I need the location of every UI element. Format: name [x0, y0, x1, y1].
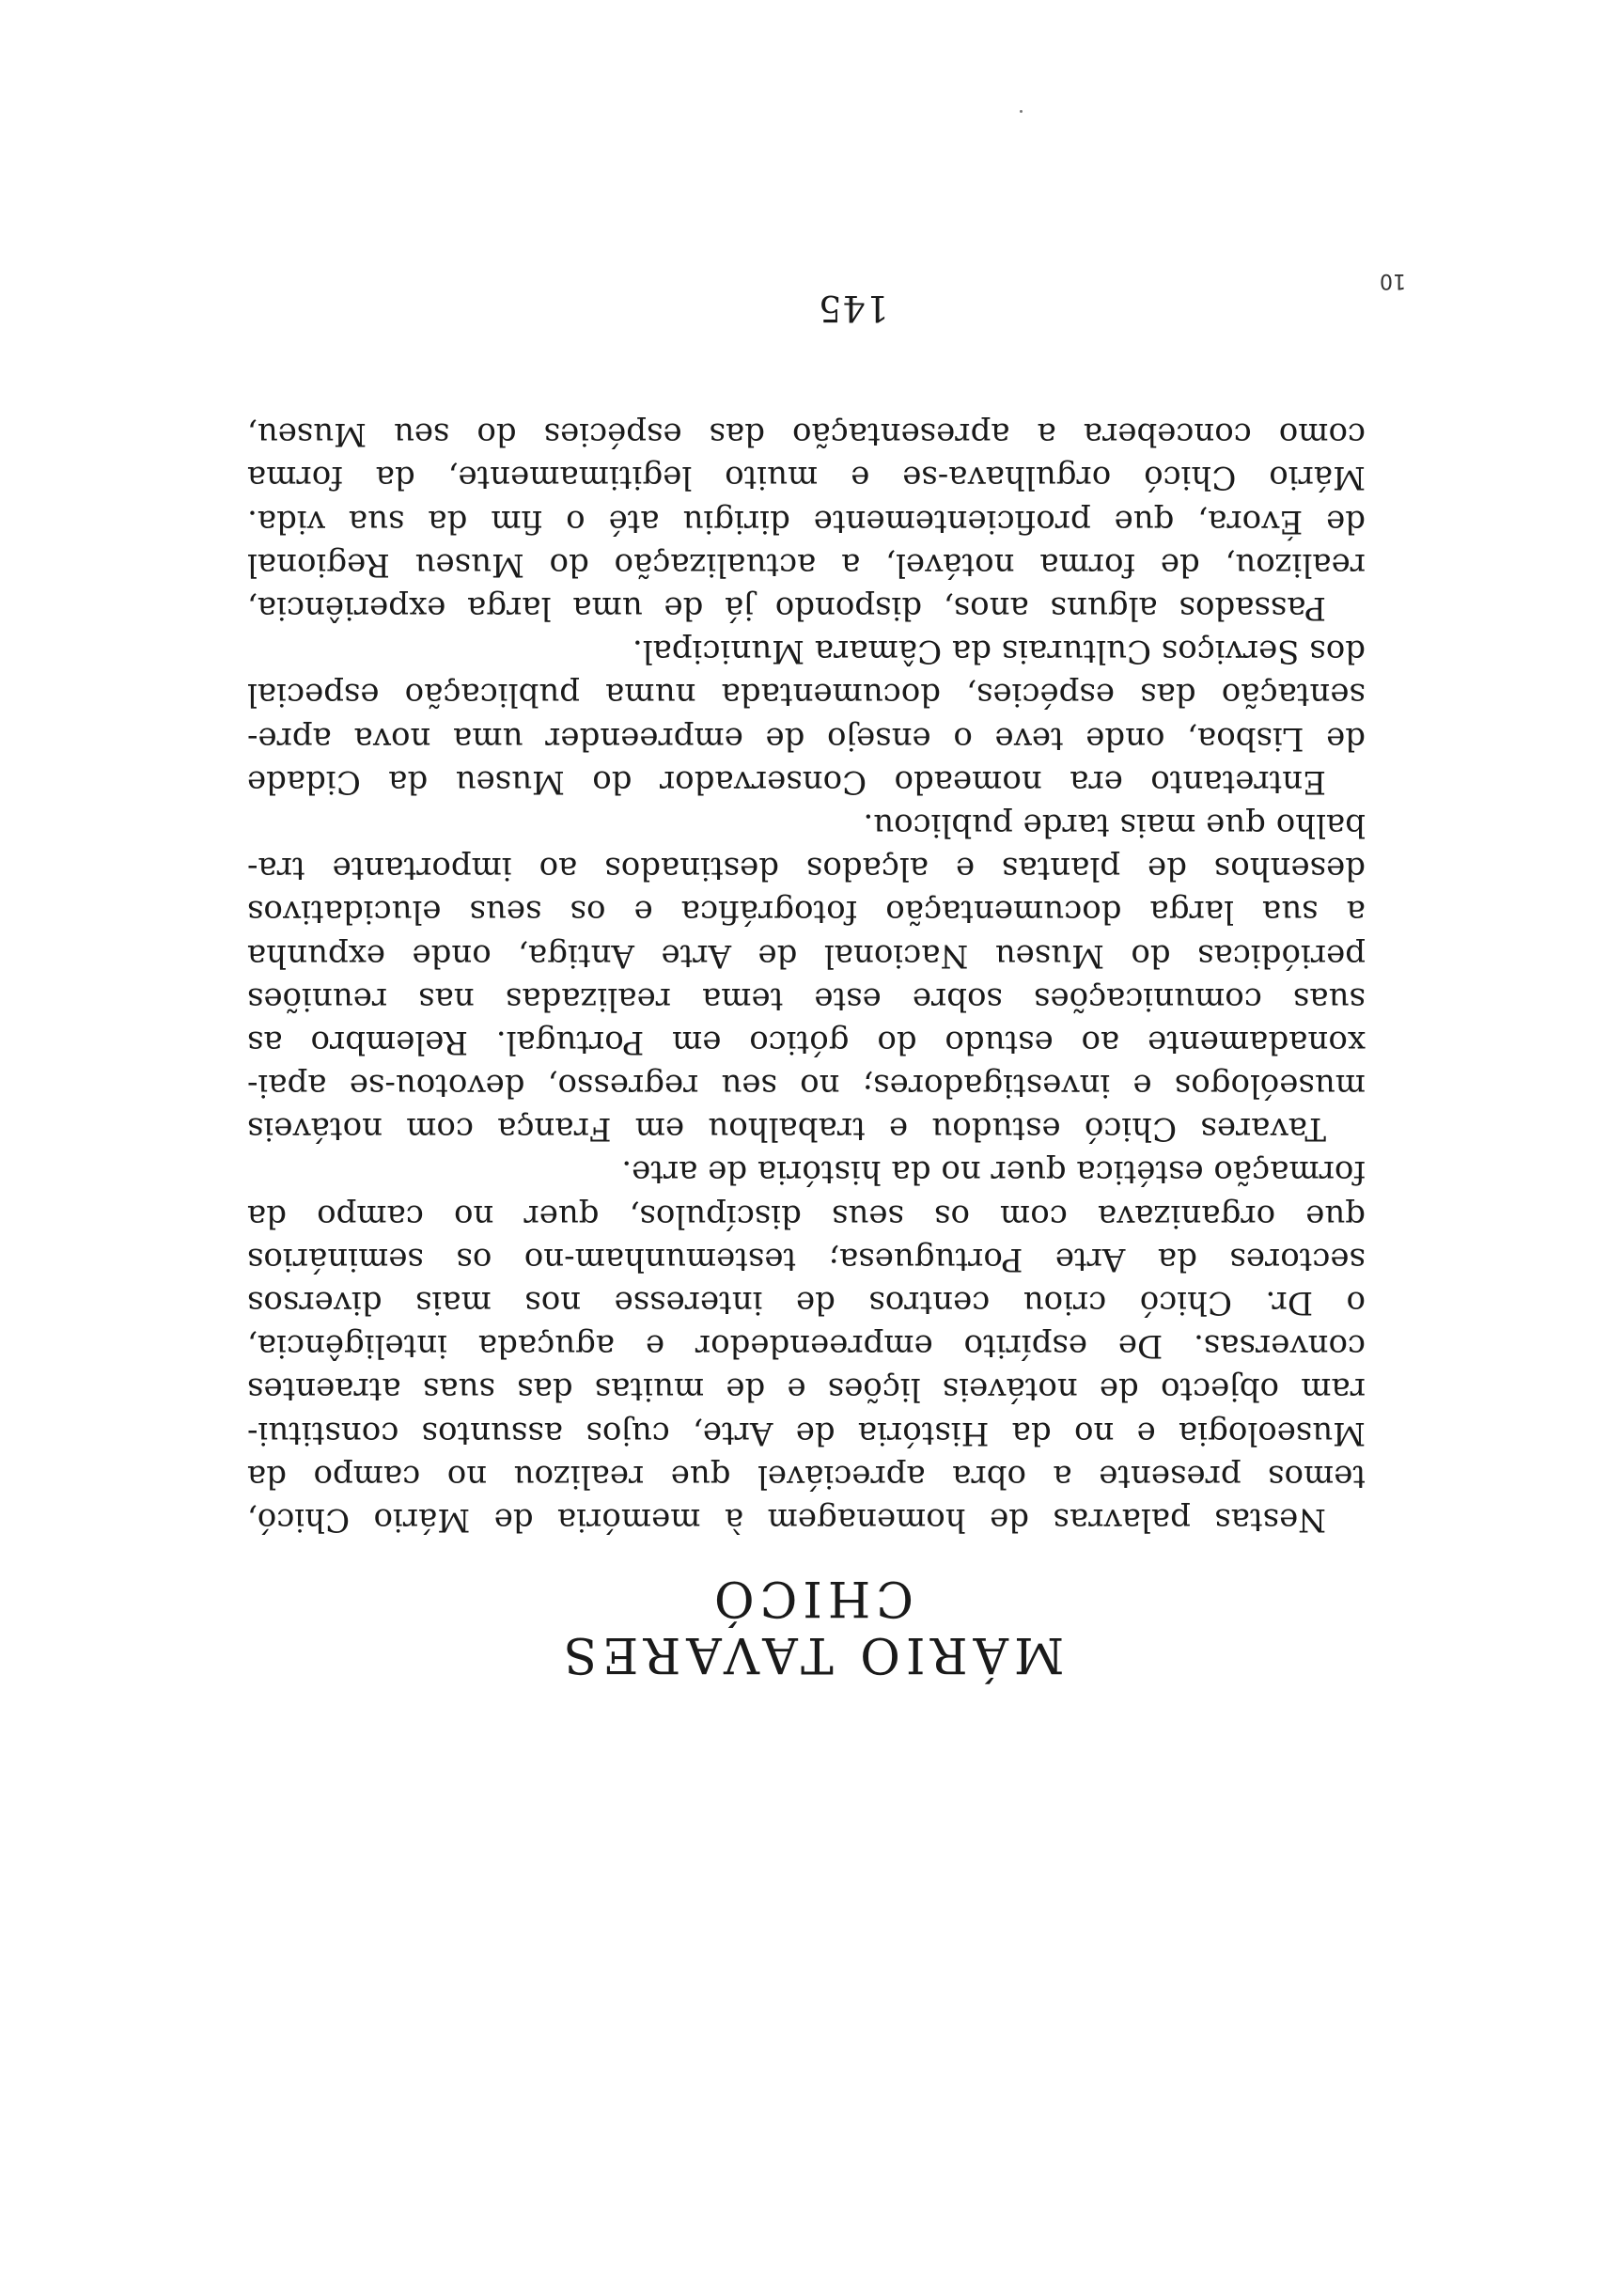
- sheet-number: 10: [1380, 269, 1406, 292]
- page-title: MÁRIO TAVARES CHICÓ: [557, 1570, 1065, 1682]
- text-line: de Évora, que proficientemente dirigiu até o fim da sua vida.: [247, 502, 1366, 540]
- text-line: realizou, de forma notável, a actualização do Museu Regional: [247, 545, 1366, 584]
- text-line: temos presente a obra apreciável que realizou no campo da: [247, 1457, 1366, 1495]
- text-line: conversas. De espírito empreendedor e aguçada inteligência,: [247, 1327, 1366, 1366]
- text-line: sectores da Arte Portuguesa; testemunham-no os seminários: [247, 1240, 1366, 1278]
- body-text: [247, 413, 1366, 1541]
- scan-speck: [1020, 110, 1023, 113]
- text-line: periódicas do Museu Nacional de Arte Antiga, onde expunha: [247, 936, 1366, 975]
- text-line: Passados alguns anos, dispondo já de uma larga experiência,: [247, 589, 1326, 628]
- text-line: sentação das espécies, documentada numa publicação especial: [247, 676, 1366, 714]
- text-line: Entretanto era nomeado Conservador do Museu da Cidade: [247, 762, 1326, 801]
- text-line: balho que mais tarde publicou.: [863, 806, 1366, 844]
- text-line: museólogos e investigadores; no seu regresso, devotou-se apai-: [247, 1067, 1366, 1105]
- text-line: suas comunicações sobre este tema realizadas nas reuniões: [247, 979, 1366, 1018]
- text-line: Tavares Chicó estudou e trabalhou em França com notáveis: [247, 1110, 1326, 1149]
- text-line: Mário Chicó orgulhava-se e muito legitimamente, da forma: [247, 459, 1366, 497]
- text-line: dos Serviços Culturais da Câmara Municipal.: [632, 633, 1366, 671]
- text-line: como concebera a apresentação das espécies do seu Museu,: [247, 415, 1366, 454]
- text-line: ram objecto de notáveis lições e de muitas das suas atraentes: [247, 1370, 1366, 1409]
- text-line: de Lisboa, onde teve o ensejo de empreender uma nova apre-: [247, 719, 1366, 758]
- text-line: formação estética quer no da história de arte.: [621, 1153, 1366, 1192]
- page-number: 145: [818, 288, 889, 329]
- text-line: que organizava com os seus discípulos, quer no campo da: [247, 1197, 1366, 1235]
- text-line: a sua larga documentação fotográfica e os seus elucidativos: [247, 893, 1366, 931]
- text-line: o Dr. Chicó criou centros de interesse nos mais diversos: [247, 1284, 1366, 1322]
- text-line: Nestas palavras de homenagem à memória de Mário Chicó,: [247, 1501, 1326, 1539]
- text-line: desenhos de plantas e alçados destinados ao importante tra-: [247, 850, 1366, 888]
- text-line: xonadamente ao estudo do gótico em Portugal. Relembro as: [247, 1023, 1366, 1061]
- text-line: Museologia e no da História de Arte, cujos assuntos constitui-: [247, 1414, 1366, 1452]
